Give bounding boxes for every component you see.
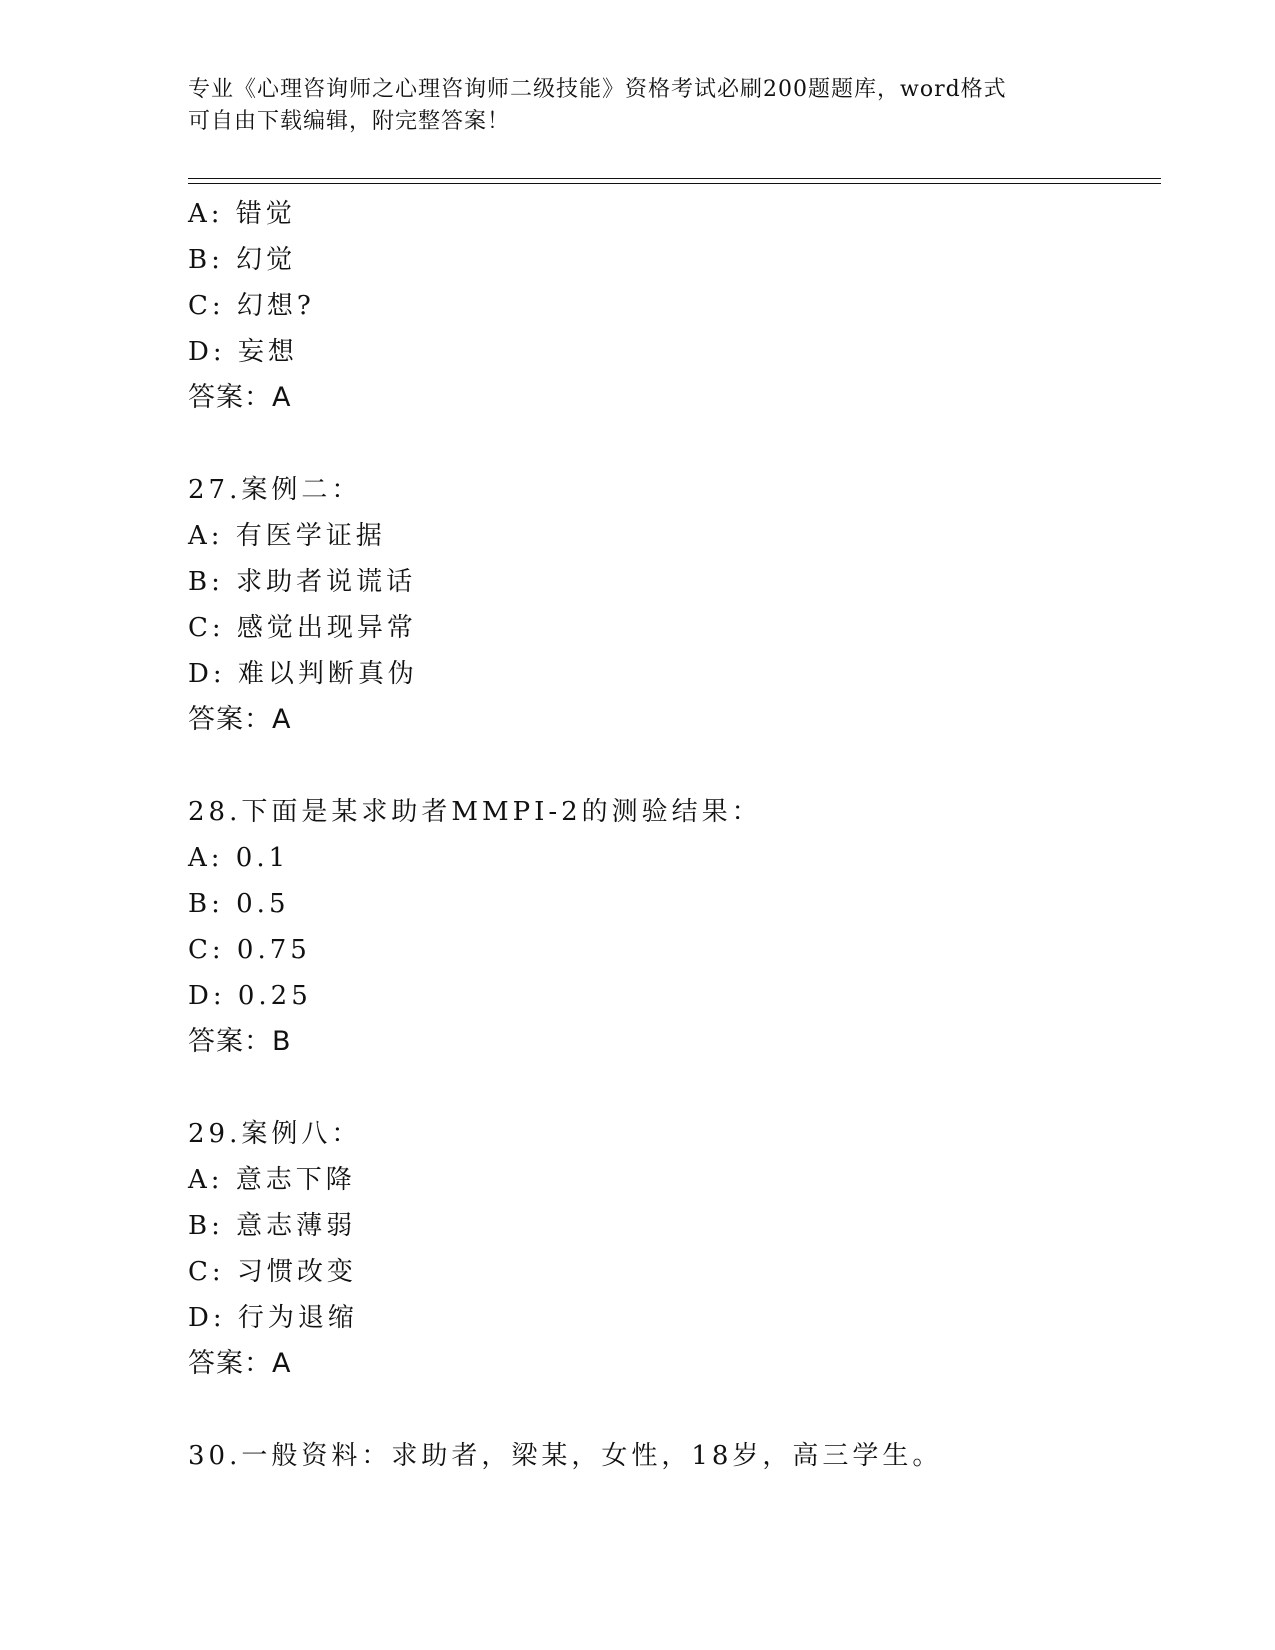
question-title: 30.一般资料：求助者，梁某，女性，18岁，高三学生。 xyxy=(188,1441,943,1471)
question-title: 27.案例二： xyxy=(188,475,362,505)
answer-line: 答案：A xyxy=(188,704,292,735)
question-spacer xyxy=(188,421,1148,467)
option-b: B: 求助者说谎话 xyxy=(188,567,417,597)
question-spacer xyxy=(188,743,1148,789)
header-title-line-2: 可自由下载编辑，附完整答案！ xyxy=(188,109,511,134)
option-c: C: 习惯改变 xyxy=(188,1257,357,1287)
option-a: A: 0.1 xyxy=(188,843,290,873)
option-d: D: 妄想 xyxy=(188,337,298,367)
option-a: A: 有医学证据 xyxy=(188,521,386,551)
header-divider-top xyxy=(188,178,1161,179)
question-spacer xyxy=(188,1387,1148,1433)
option-b: B: 幻觉 xyxy=(188,245,297,275)
option-d: D: 0.25 xyxy=(188,981,312,1011)
option-d: D: 难以判断真伪 xyxy=(188,659,418,689)
document-header xyxy=(188,74,1088,138)
option-c: C: 幻想? xyxy=(188,291,315,321)
question-title: 29.案例八： xyxy=(188,1119,362,1149)
question-title: 28.下面是某求助者MMPI-2的测验结果： xyxy=(188,797,762,827)
header-divider-bottom xyxy=(188,183,1161,184)
option-c: C: 0.75 xyxy=(188,935,311,965)
answer-line: 答案：A xyxy=(188,1348,292,1379)
option-c: C: 感觉出现异常 xyxy=(188,613,417,643)
question-spacer xyxy=(188,1065,1148,1111)
option-a: A: 意志下降 xyxy=(188,1165,356,1195)
answer-line: 答案：B xyxy=(188,1026,292,1057)
answer-line: 答案：A xyxy=(188,382,292,413)
option-b: B: 意志薄弱 xyxy=(188,1211,357,1241)
header-title-line-1: 专业《心理咨询师之心理咨询师二级技能》资格考试必刷200题题库，word格式 xyxy=(188,77,1007,102)
option-b: B: 0.5 xyxy=(188,889,290,919)
option-d: D: 行为退缩 xyxy=(188,1303,358,1333)
option-a: A: 错觉 xyxy=(188,199,296,229)
question-list xyxy=(188,191,1148,1479)
